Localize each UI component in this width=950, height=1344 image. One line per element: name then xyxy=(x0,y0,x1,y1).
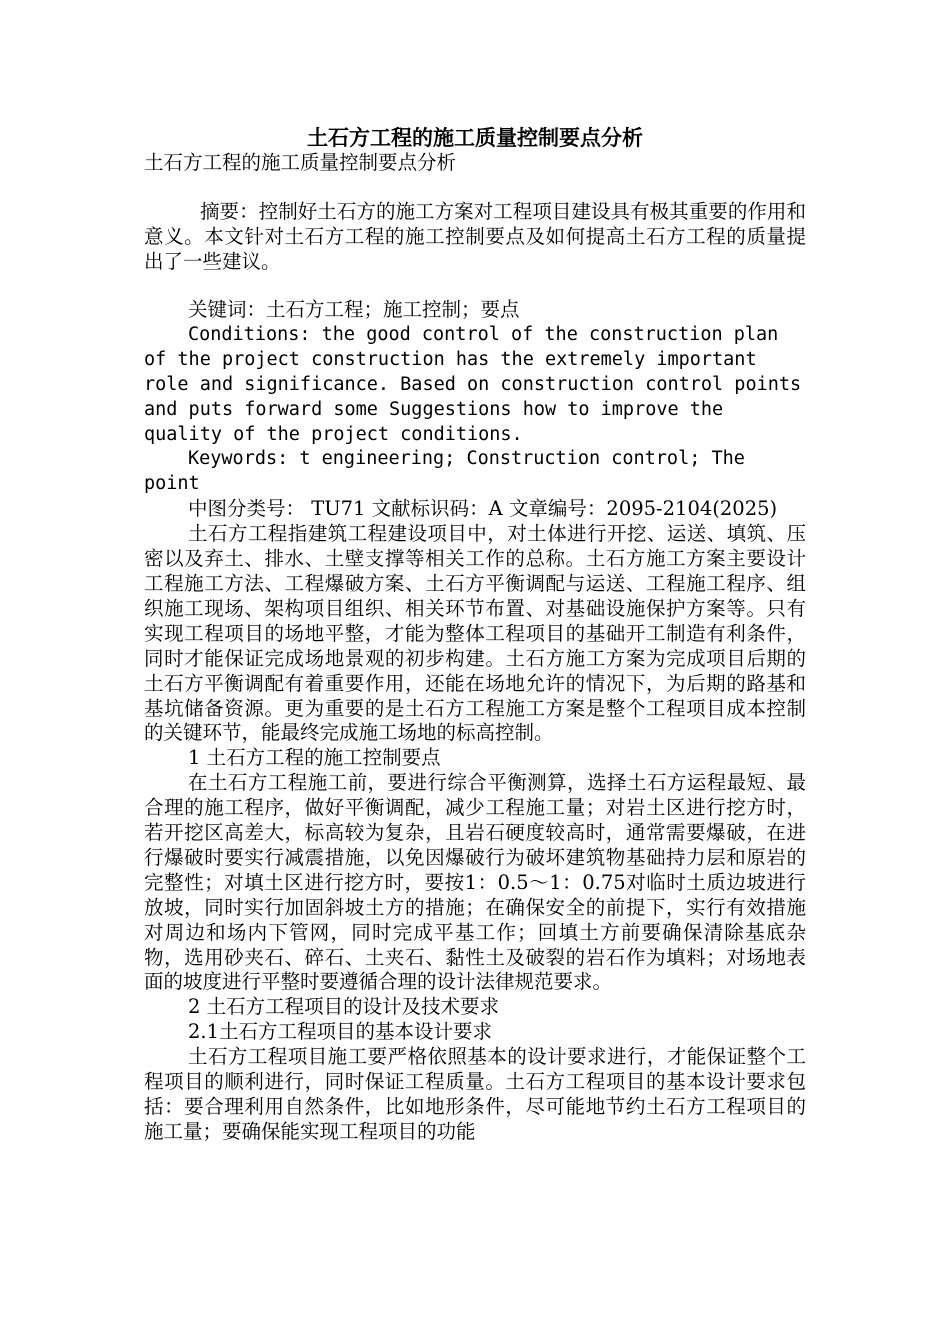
intro-paragraph: 土石方工程指建筑工程建设项目中，对土体进行开挖、运送、填筑、压密以及弃土、排水、土壁支撑等相关工作的总称。土石方施工方案主要设计工程施工方法、工程爆破方案、土石方平衡调配与运送、工程施工程序、组织施工现场、架构项目组织、相关环节布置、对基础设施保护方案等。只有实现工程项目的场地平整，才能为整体工程项目的基础开工制造有利条件，同时才能保证完成场地景观的初步构建。土石方施工方案为完成项目后期的土石方平衡调配有着重要作用，还能在场地允许的情况下，为后期的路基和基坑储备资源。更为重要的是土石方工程施工方案是整个工程项目成本控制的关键环节，能最终完成施工场地的标高控制。 xyxy=(144,522,806,745)
classification-line: 中图分类号： TU71 文献标识码：A 文章编号：2095-2104(2025) xyxy=(188,497,778,521)
document-title: 土石方工程的施工质量控制要点分析 xyxy=(307,125,643,150)
keywords-cn: 关键词：土石方工程；施工控制；要点 xyxy=(188,298,520,321)
english-keywords: Keywords: t engineering; Construction control; The point xyxy=(144,448,745,495)
abstract-paragraph: 摘要：控制好土石方的施工方案对工程项目建设具有极其重要的作用和意义。本文针对土石方工程的施工控制要点及如何提高土石方工程的质量提出了一些建议。 xyxy=(144,200,806,273)
english-abstract: Conditions: the good control of the construction plan of the project construction has the extremely important role and significance. Based on construction control points and puts forward some Suggestions how to improve the quality of the project conditions. xyxy=(144,323,802,445)
section-2-1-paragraph: 土石方工程项目施工要严格依照基本的设计要求进行，才能保证整个工程项目的顺利进行，同时保证工程质量。土石方工程项目的基本设计要求包括：要合理利用自然条件，比如地形条件，尽可能地节约土石方工程项目的施工量；要确保能实现工程项目的功能 xyxy=(144,1045,806,1143)
section-heading-2-1: 2.1土石方工程项目的基本设计要求 xyxy=(188,1020,493,1044)
section-1-paragraph: 在土石方工程施工前，要进行综合平衡测算，选择土石方运程最短、最合理的施工程序，做好平衡调配，减少工程施工量；对岩土区进行挖方时，若开挖区高差大，标高较为复杂，且岩石硬度较高时，通常需要爆破，在进行爆破时要实行减震措施，以免因爆破行为破坏建筑物基础持力层和原岩的完整性；对填土区进行挖方时，要按1：0.5～1：0.75对临时土质边坡进行放坡，同时实行加固斜坡土方的措施；在确保安全的前提下，实行有效措施对周边和场内下管网，同时完成平基工作；回填土方前要确保清除基底杂物，选用砂夹石、碎石、土夹石、黏性土及破裂的岩石作为填料；对场地表面的坡度进行平整时要遵循合理的设计法律规范要求。 xyxy=(144,771,806,994)
section-heading-2: 2 土石方工程项目的设计及技术要求 xyxy=(188,995,500,1019)
section-heading-1: 1 土石方工程的施工控制要点 xyxy=(188,746,441,770)
body-text xyxy=(144,298,806,1145)
document-subtitle: 土石方工程的施工质量控制要点分析 xyxy=(144,151,457,174)
